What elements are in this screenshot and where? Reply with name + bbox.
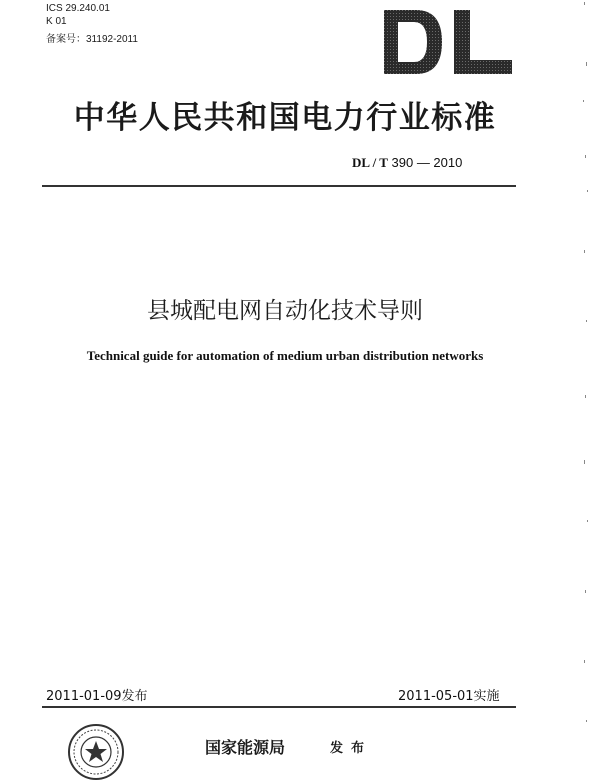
top-divider — [42, 185, 516, 187]
issuer-seal-icon — [66, 722, 126, 782]
organization-title: 中华人民共和国电力行业标准 — [73, 100, 497, 136]
standard-number — [352, 155, 462, 171]
dl-logo — [380, 6, 516, 78]
issue-label: 发布 — [330, 741, 373, 756]
bottom-divider — [42, 706, 516, 708]
classification-code: K 01 — [46, 16, 67, 27]
record-number: 备案号：31192-2011 — [46, 34, 138, 45]
standard-serial: 390 — 2010 — [391, 155, 463, 170]
publish-date: 2011-01-09发布 — [46, 689, 148, 704]
document-title-en: Technical guide for automation of medium urban distribution networks — [86, 348, 484, 363]
standard-code: DL / T — [352, 155, 388, 170]
ics-code: ICS 29.240.01 — [46, 3, 110, 14]
implement-date: 2011-05-01实施 — [398, 689, 500, 704]
issuer-name: 国家能源局 — [205, 738, 286, 757]
document-title-zh: 县城配电网自动化技术导则 — [147, 298, 423, 324]
scan-edge-marks — [578, 0, 594, 768]
